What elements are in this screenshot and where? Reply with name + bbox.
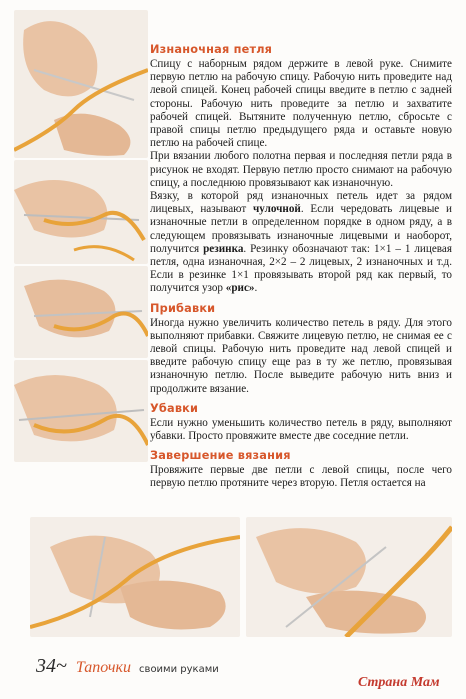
finish-paragraph: Провяжите первые две петли с левой спицы, после чего первую петлю протяните через вторую. Петля остается на — [150, 464, 452, 490]
section-title-finish: Завершение вязания — [150, 449, 291, 463]
increase-paragraph: Иногда нужно увеличить количество петель в ряду. Для этого выполняют прибавки. Свяжите лицевую петлю, не снимая ее с левой спицы. Рабочую нить проведите над левой спицей и введите рабочую спицу еще раз в ту же петлю, провязывая изнаночную петлю. После выведите рабочую нить вниз и продолжите вязание. — [150, 316, 452, 395]
photo-step-1 — [14, 10, 148, 158]
magazine-tagline: своими руками — [139, 664, 219, 675]
term-stockinette: чулочной — [253, 203, 301, 216]
page-number: 34~ — [36, 655, 67, 677]
section-title-decrease: Убавки — [150, 401, 199, 415]
term-rice: «рис» — [225, 282, 255, 295]
magazine-brand: Тапочки — [75, 659, 131, 676]
photo-bind-off-2 — [246, 517, 452, 637]
page-footer — [36, 655, 219, 678]
photo-step-2 — [14, 160, 148, 264]
decrease-paragraph: Если нужно уменьшить количество петель в ряду, выполняют убавки. Просто провяжите вместе две соседние петли. — [150, 416, 452, 443]
section-title-purl: Изнаночная петля — [150, 43, 273, 56]
photo-step-3 — [14, 266, 148, 358]
section-title-increase: Прибавки — [150, 301, 216, 315]
photo-step-4 — [14, 360, 148, 462]
site-watermark: Страна Мам — [358, 675, 440, 690]
article-text — [150, 43, 452, 491]
purl-paragraph-2: При вязании любого полотна первая и последняя петли ряда в рисунок не входят. Первую петлю просто снимают на рабочую спицу, а последнюю провязывают как изнаночную. — [150, 150, 452, 189]
term-ribbing: резинка — [203, 242, 244, 255]
photo-bind-off-1 — [30, 517, 240, 637]
purl-paragraph-1: Спицу с наборным рядом держите в левой руке. Снимите первую петлю на рабочую спицу. Рабочую нить проведите над левой спицей. Конец рабочей спицы введите в петлю с задней стороны. Рабочую нить проведите за петлю и захватите рабочей спицей. Вытяните полученную петлю, сбросьте с правой спицы петлю предыдущего ряда и оставьте новую петлю на рабочей спице. — [150, 58, 452, 150]
purl-paragraph-3: Вязку, в которой ряд изнаночных петель идет за рядом лицевых, называют чулочной. Если чередовать лицевые и изнаночные петли в определенном порядке в одном ряду, а в следующем провязывать изнаночные лицевыми и наоборот, получится резинка. Резинку обозначают так: 1×1 – 1 лицевая петля, одна изнаночная, 2×2 – 2 лицевых, 2 изнаночных и т.д. Если в резинке 1×1 провязывать второй ряд как первый, то получится узор «рис». — [150, 190, 452, 295]
